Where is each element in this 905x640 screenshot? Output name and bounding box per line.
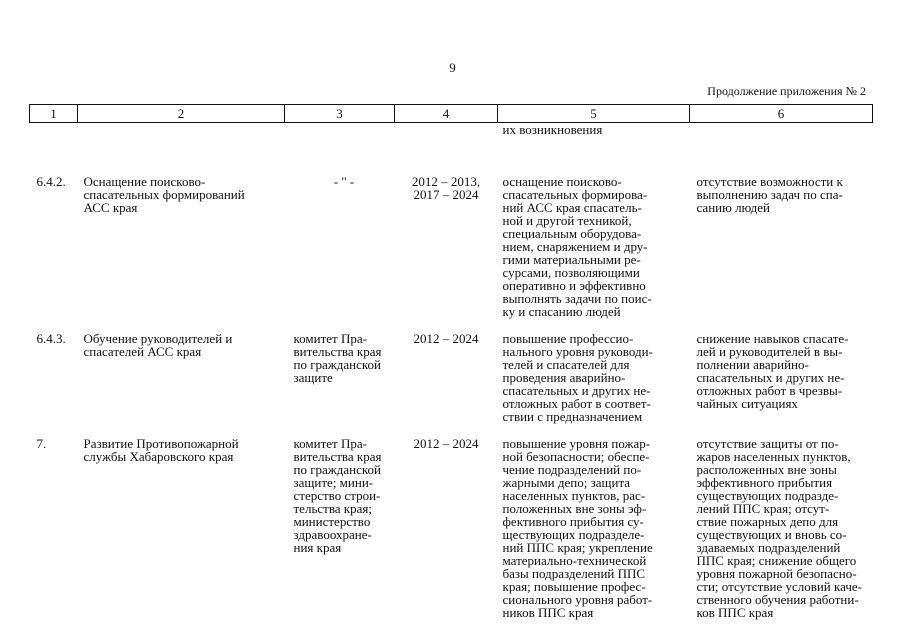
row-executor-line: комитет Пра- [293,331,367,346]
carryover-result [498,123,690,176]
row-risk [690,437,873,633]
row-result-line: проведения аварийно- [502,370,626,385]
row-result-line: телей и спасателей для [502,357,630,372]
row-result-line: ществующих подразделе- [502,527,645,542]
row-result-line: ку и спасанию людей [502,304,621,319]
row-name-line: спасателей АСС края [83,344,202,359]
row-risk-line: жаров населенных пунктов, [696,449,851,464]
row-number [30,437,78,633]
header-col-4: 4 [395,105,498,123]
table-rows [30,175,873,633]
row-name-line: спасательных формирований [83,187,245,202]
row-name-line: Оснащение поисково- [83,174,206,189]
row-risk [690,332,873,437]
row-risk-line: существующих и вновь со- [696,527,847,542]
row-result-line: ствии с предназначением [502,409,643,424]
header-col-2: 2 [78,105,285,123]
row-result [498,332,690,437]
row-result-line: чение подразделений по- [502,462,642,477]
row-result-line: нием, снаряжением и дру- [502,239,648,254]
row-risk-line: полнении аварийно- [696,357,809,372]
row-executor-line: здравоохране- [293,527,372,542]
row-period-line: 2017 – 2024 [413,187,479,202]
row-risk-line: лений ППС края; отсут- [696,501,830,516]
row-result [498,437,690,633]
row-result-line: сионального уровня работ- [502,592,653,607]
row-result-line: оперативно и эффективно [502,278,646,293]
row-name-line: Развитие Противопожарной [83,436,239,451]
table-header-row [30,105,873,123]
row-result-line: положенных вне зоны эф- [502,501,647,516]
row-risk-line: ППС края; снижение общего [696,553,857,568]
row-risk-line: лей и руководителей в вы- [696,344,843,359]
row-risk-line: расположенных вне зоны [696,462,837,477]
row-period [395,332,498,437]
program-table [29,104,873,633]
table-row [30,175,873,332]
row-risk-line: сти; отсутствие условий каче- [696,579,863,594]
row-result-line: ной и другой техникой, [502,213,632,228]
row-name [78,332,285,437]
row-name-line: службы Хабаровского края [83,449,234,464]
row-name-line: АСС края [83,200,138,215]
page-number: 9 [449,60,456,75]
row-risk-line: отложных работ в чрезвы- [696,383,843,398]
row-risk-line: санию людей [696,200,770,215]
row-result-line: края; повышение профес- [502,579,646,594]
row-risk-line: отсутствие защиты от по- [696,436,839,451]
row-number-text: 6.4.2. [36,174,66,189]
row-result-line: базы подразделений ППС [502,566,646,581]
row-executor-line: вительства края [293,449,382,464]
row-result-line: спасательных формирова- [502,187,648,202]
result-line: их возникновения [502,122,603,137]
row-result-line: населенных пунктов, рас- [502,488,646,503]
row-result-line: специальным оборудова- [502,226,642,241]
row-name [78,437,285,633]
row-executor-line: вительства края [293,344,382,359]
row-name-line: Обучение руководителей и [83,331,233,346]
row-executor [285,437,395,633]
row-executor-line: защите; мини- [293,475,374,490]
row-executor-line: - " - [333,174,355,189]
row-number-text: 6.4.3. [36,331,66,346]
row-risk-line: выполнению задач по спа- [696,187,843,202]
row-executor-line: министерство [293,514,371,529]
row-executor-line: по гражданской [293,357,382,372]
row-result-line: повышение уровня пожар- [502,436,651,451]
header-col-3: 3 [285,105,395,123]
row-name [78,175,285,332]
row-executor-line: тельства края; [293,501,372,516]
continuation-note: Продолжение приложения № 2 [707,84,866,98]
row-executor-line: по гражданской [293,462,382,477]
row-period-line: 2012 – 2024 [413,331,479,346]
row-result-line: оснащение поисково- [502,174,622,189]
row-executor [285,175,395,332]
table-row [30,332,873,437]
row-executor-line: комитет Пра- [293,436,367,451]
row-period [395,175,498,332]
row-executor-line: стерство строи- [293,488,381,503]
row-risk-line: эффективного прибытия [696,475,833,490]
table-row [30,437,873,633]
row-result-line: гими материальными ре- [502,252,641,267]
row-result-line: жарными депо; защита [502,475,631,490]
row-result-line: ний ППС края; укрепление [502,540,653,555]
row-number-text: 7. [36,436,47,451]
row-period [395,437,498,633]
row-result-line: отложных работ в соответ- [502,396,651,411]
row-result-line: ников ППС края [502,605,594,620]
row-number [30,332,78,437]
row-result [498,175,690,332]
row-risk-line: существующих подразде- [696,488,839,503]
row-risk-line: здаваемых подразделений [696,540,841,555]
row-risk-line: ственного обучения работни- [696,592,859,607]
row-number [30,175,78,332]
header-col-1: 1 [30,105,78,123]
row-period-line: 2012 – 2024 [413,436,479,451]
row-executor [285,332,395,437]
row-result-line: повышение профессио- [502,331,634,346]
row-risk-line: спасательных и других не- [696,370,845,385]
row-result-line: нального уровня руководи- [502,344,653,359]
row-result-line: фективного прибытия су- [502,514,644,529]
header-col-5: 5 [498,105,690,123]
row-risk-line: отсутствие возможности к [696,174,843,189]
row-risk [690,175,873,332]
row-risk-line: ствие пожарных депо для [696,514,839,529]
row-risk-line: уровня пожарной безопасно- [696,566,857,581]
row-executor-line: защите [293,370,333,385]
row-result-line: ной безопасности; обеспе- [502,449,650,464]
row-result-line: спасательных и других не- [502,383,651,398]
header-col-6: 6 [690,105,873,123]
row-executor-line: ния края [293,540,342,555]
row-period-line: 2012 – 2013, [411,174,481,189]
row-risk-line: ков ППС края [696,605,774,620]
row-result-line: ний АСС края спасатель- [502,200,642,215]
row-result-line: выполнять задачи по поис- [502,291,652,306]
row-result-line: материально-технической [502,553,647,568]
row-result-line: сурсами, позволяющими [502,265,640,280]
row-risk-line: чайных ситуациях [696,396,798,411]
carryover-row [30,123,873,176]
row-risk-line: снижение навыков спасате- [696,331,849,346]
